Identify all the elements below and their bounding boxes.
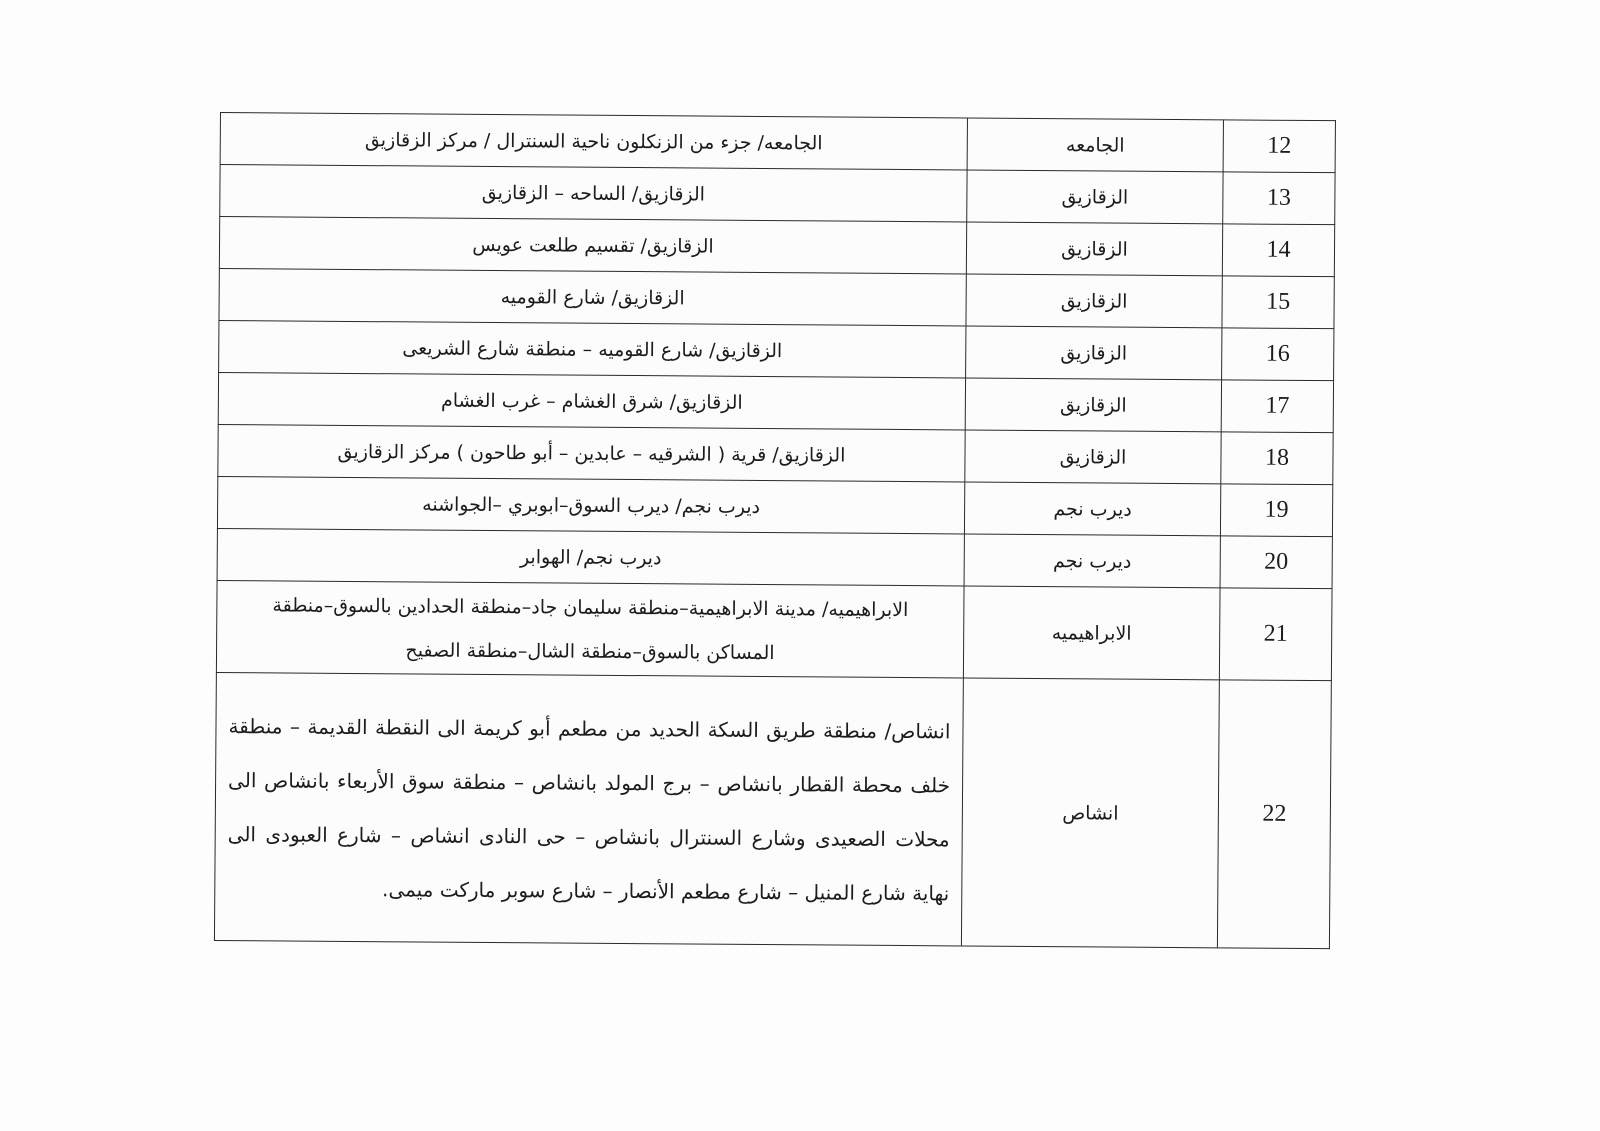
area-name: انشاص	[961, 678, 1219, 948]
area-name: الزقازيق	[966, 326, 1222, 380]
table-row	[218, 424, 1333, 484]
table-row	[214, 672, 1331, 948]
table-row	[220, 113, 1335, 173]
area-name: الزقازيق	[966, 274, 1222, 328]
area-name: الابراهيميه	[963, 586, 1220, 680]
area-description: ديرب نجم/ ديرب السوق–ابوبري –الجواشنه	[217, 476, 964, 533]
areas-table	[214, 112, 1336, 949]
area-description: الجامعه/ جزء من الزنكلون ناحية السنترال / مركز الزقازيق	[220, 113, 967, 170]
row-number: 20	[1220, 536, 1332, 589]
table-row	[217, 476, 1332, 536]
table-row	[219, 268, 1334, 328]
area-description: الزقازيق/ تقسيم طلعت عويس	[219, 217, 966, 274]
area-description: الزقازيق/ قرية ( الشرقيه – عابدين – أبو طاحون ) مركز الزقازيق	[218, 424, 965, 481]
row-number: 12	[1223, 120, 1335, 173]
row-number: 17	[1221, 380, 1333, 433]
table-row	[220, 165, 1335, 225]
area-name: ديرب نجم	[964, 482, 1220, 536]
row-number: 13	[1223, 172, 1335, 225]
area-description: الزقازيق/ شارع القوميه – منطقة شارع الشريعى	[219, 320, 966, 377]
row-number: 14	[1222, 224, 1334, 277]
area-description: الزقازيق/ شارع القوميه	[219, 268, 966, 325]
area-name: الزقازيق	[966, 222, 1222, 276]
table-row	[217, 528, 1332, 588]
area-description: الابراهيميه/ مدينة الابراهيمية–منطقة سليمان جاد–منطقة الحدادين بالسوق–منطقة المساكن بالسوق–منطقة الشال–منطقة الصفيح	[216, 580, 964, 677]
area-name: ديرب نجم	[964, 534, 1220, 588]
area-description: الزقازيق/ شرق الغشام – غرب الغشام	[218, 372, 965, 429]
table-row	[219, 320, 1334, 380]
row-number: 22	[1217, 680, 1331, 949]
row-number: 21	[1219, 588, 1332, 681]
row-number: 18	[1221, 432, 1333, 485]
table-row	[218, 372, 1333, 432]
row-number: 15	[1222, 276, 1334, 329]
area-description: انشاص/ منطقة طريق السكة الحديد من مطعم أبو كريمة الى النقطة القديمة – منطقة خلف محطة القطار بانشاص – برج المولد بانشاص – منطقة سوق الأربعاء بانشاص الى محلات الصعيدى وشارع السنترال بانشاص – حى النادى انشاص – شارع العبودى الى نهاية شارع المنيل – شارع مطعم الأنصار – شارع سوبر ماركت ميمى.	[214, 672, 963, 945]
area-name: الزقازيق	[965, 378, 1221, 432]
row-number: 16	[1222, 328, 1334, 381]
area-name: الجامعه	[967, 118, 1223, 172]
area-description: ديرب نجم/ الهوابر	[217, 528, 964, 585]
row-number: 19	[1220, 484, 1332, 537]
area-name: الزقازيق	[965, 430, 1221, 484]
area-description: الزقازيق/ الساحه – الزقازيق	[220, 165, 967, 222]
table-row	[216, 580, 1332, 680]
table-row	[219, 217, 1334, 277]
area-name: الزقازيق	[967, 170, 1223, 224]
